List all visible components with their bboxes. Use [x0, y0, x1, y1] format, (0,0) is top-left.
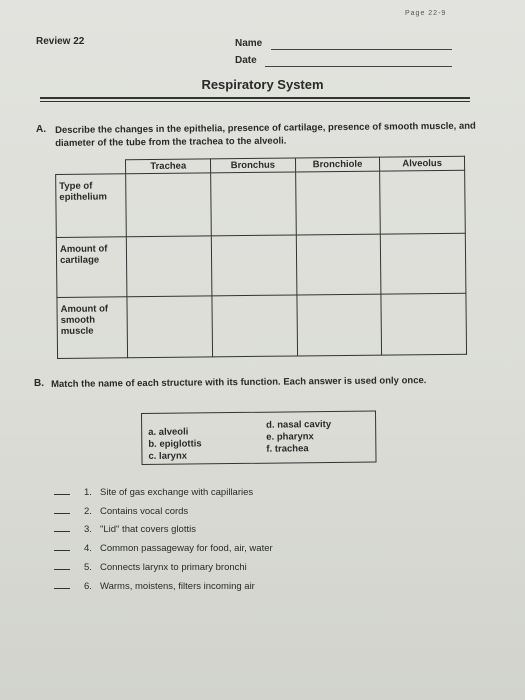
word-bank-item: e. pharynx — [266, 431, 314, 443]
section-b-letter: B. — [34, 378, 44, 389]
date-label: Date — [235, 55, 257, 66]
review-label: Review 22 — [36, 36, 85, 47]
row-label: Amount of cartilage — [56, 237, 127, 298]
question-item: 3. "Lid" that covers glottis — [54, 524, 196, 536]
word-bank-item: b. epiglottis — [148, 438, 202, 450]
name-line — [271, 49, 452, 50]
answer-blank[interactable] — [54, 531, 70, 532]
answer-cell[interactable] — [295, 171, 380, 235]
question-item: 2. Contains vocal cords — [54, 506, 188, 518]
table-corner — [56, 160, 127, 175]
question-item: 4. Common passageway for food, air, water — [54, 543, 273, 555]
word-bank-item: a. alveoli — [148, 426, 189, 438]
word-bank-item: f. trachea — [266, 443, 309, 455]
answer-cell[interactable] — [296, 234, 381, 295]
section-a-letter: A. — [36, 124, 46, 135]
answer-cell[interactable] — [126, 173, 211, 237]
table-row — [57, 293, 467, 358]
section-b-instructions: Match the name of each structure with its function. Each answer is used only once. — [51, 375, 427, 390]
answer-cell[interactable] — [211, 172, 296, 236]
column-header: Alveolus — [380, 156, 465, 171]
answer-blank[interactable] — [54, 569, 70, 570]
answer-cell[interactable] — [127, 296, 212, 358]
word-bank — [141, 411, 377, 465]
title-rule-bottom — [40, 101, 470, 102]
page-number: Page 22-9 — [405, 10, 447, 17]
question-item: 1. Site of gas exchange with capillaries — [54, 487, 253, 499]
answer-blank[interactable] — [54, 550, 70, 551]
answer-cell[interactable] — [381, 293, 466, 355]
question-item: 5. Connects larynx to primary bronchi — [54, 562, 247, 574]
word-bank-item: d. nasal cavity — [266, 419, 332, 431]
answer-blank[interactable] — [54, 513, 70, 514]
answer-blank[interactable] — [54, 588, 70, 589]
answer-cell[interactable] — [127, 236, 212, 297]
answer-cell[interactable] — [211, 235, 296, 296]
answer-cell[interactable] — [297, 294, 382, 356]
answer-cell[interactable] — [381, 233, 466, 294]
word-bank-item: c. larynx — [148, 450, 188, 462]
section-a-instructions: Describe the changes in the epithelia, presence of cartilage, presence of smooth muscle, and diameter of the tube from the trachea to the alveoli. — [55, 120, 476, 149]
question-item: 6. Warms, moistens, filters incoming air — [54, 581, 255, 593]
column-header: Trachea — [126, 159, 211, 174]
table-row — [56, 170, 466, 237]
answer-cell[interactable] — [380, 170, 465, 234]
answer-cell[interactable] — [212, 295, 297, 357]
epithelia-table — [55, 156, 467, 359]
name-label: Name — [235, 38, 263, 49]
answer-blank[interactable] — [54, 494, 70, 495]
row-label: Amount of smooth muscle — [57, 297, 128, 359]
column-header: Bronchiole — [295, 157, 380, 172]
table-row — [56, 233, 466, 297]
title-rule-top — [40, 97, 470, 99]
column-header: Bronchus — [211, 158, 296, 173]
date-line — [265, 66, 452, 67]
page-title: Respiratory System — [201, 77, 324, 92]
row-label: Type of epithelium — [56, 174, 127, 238]
